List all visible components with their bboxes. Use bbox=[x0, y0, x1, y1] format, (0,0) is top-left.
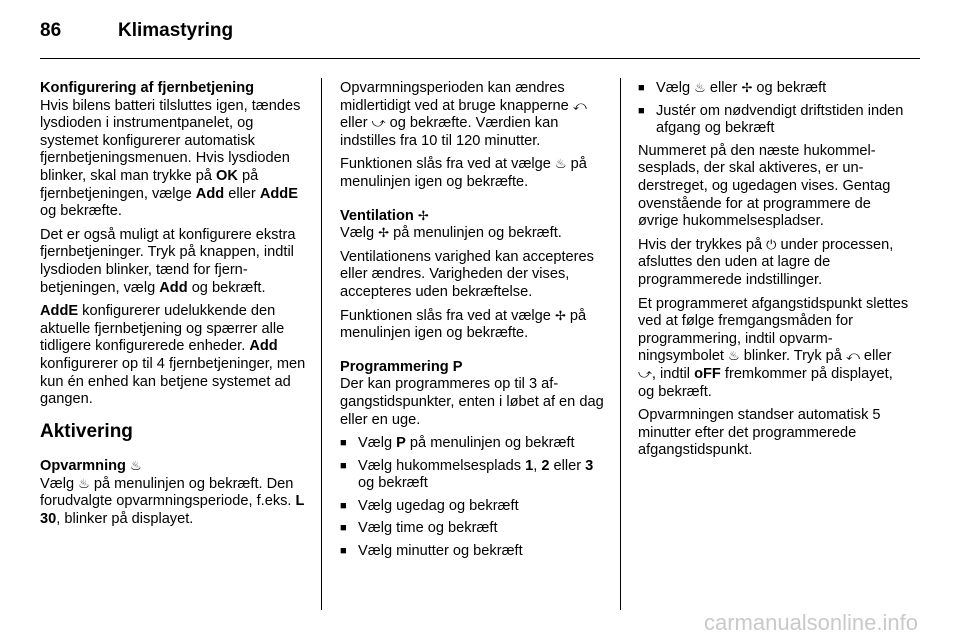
heat-icon: ♨ bbox=[78, 476, 90, 492]
list-item: ■ Vælg ugedag og bekræft bbox=[340, 497, 519, 514]
fan-icon: ✢ bbox=[741, 81, 753, 96]
paragraph: Det er også muligt at konfigurere ekstra fjernbetjeninger. Tryk på knappen, indtil lysdioden blinker, tænd for fjernbetjeningen, vælg Add og bekræft. bbox=[40, 226, 296, 296]
fan-icon: ✢ bbox=[417, 208, 429, 224]
list-item: ■ Vælg ♨ eller ✢ og bekræft bbox=[638, 80, 827, 96]
bullet-list bbox=[638, 80, 910, 138]
heat-icon: ♨ bbox=[728, 349, 740, 365]
column-1 bbox=[40, 80, 308, 535]
sub-heading: Programmering P bbox=[340, 358, 463, 375]
paragraph: Et programmeret afgangstidspunkt slettes ved at følge fremgangsmåden for programmering, indtil opvarmningsymbolet ♨ blinker. Tryk på ⤺ eller ⤻, indtil oFF fremkommer på displayet, og bekræft. bbox=[638, 295, 909, 400]
paragraph: Vælg ✢ på menulinjen og bekræft. bbox=[340, 225, 562, 242]
fan-icon: ✢ bbox=[378, 226, 390, 242]
column-divider bbox=[321, 78, 322, 610]
paragraph: Hvis der trykkes på ⏻ under processen, afsluttes den uden at lagre de programmerede indstillinger. bbox=[638, 236, 894, 288]
section-heading: Konfigurering af fjernbetjening bbox=[40, 80, 255, 96]
arrow-right-icon: ⤻ bbox=[638, 366, 652, 382]
paragraph: Nummeret på den næste hukommelsesplads, der skal aktiveres, er understreget, og ugedagen vises. Gentag ovenstående for at programmere de øvrige hukommelsespladser. bbox=[638, 142, 891, 230]
paragraph: Opvarmningsperioden kan ændres midlertidigt ved at bruge knapperne ⤺ eller ⤻ og bekræfte. Værdien kan indstilles fra 10 til 120 minutter. bbox=[340, 80, 587, 149]
list-item: ■ Vælg minutter og bekræft bbox=[340, 543, 523, 560]
column-2 bbox=[340, 80, 608, 566]
bullet-list bbox=[340, 435, 608, 561]
heat-icon: ♨ bbox=[130, 459, 142, 475]
fan-icon: ✢ bbox=[554, 308, 566, 324]
paragraph: Opvarmningen standser automatisk 5 minutter efter det programmerede afgangstidspunkt. bbox=[638, 407, 881, 459]
sub-heading: Opvarmning ♨ bbox=[40, 458, 142, 475]
paragraph: Funktionen slås fra ved at vælge ♨ på menulinjen igen og bekræfte. bbox=[340, 156, 587, 190]
paragraph: Ventilationens varighed kan accepteres eller ændres. Varigheden der vises, accepteres uden bekræftelse. bbox=[340, 248, 594, 300]
paragraph: Der kan programmeres op til 3 afgangstidspunkter, enten i løbet af en dag eller en uge. bbox=[340, 376, 604, 428]
paragraph: AddE konfigurerer udelukkende den aktuelle fjernbetjening og spærrer alle tidligere konfigurerede enheder. Add konfigurerer op til 4 fjernbetjeninger, men kun én enhed kan betjene systemet ad gangen. bbox=[40, 303, 306, 408]
paragraph: Funktionen slås fra ved at vælge ✢ på menulinjen igen og bekræfte. bbox=[340, 307, 587, 342]
heat-icon: ♨ bbox=[694, 81, 706, 96]
arrow-left-icon: ⤺ bbox=[572, 98, 587, 114]
watermark: carmanualsonline.info bbox=[703, 610, 918, 635]
column-3 bbox=[638, 80, 910, 466]
list-item: ■ Vælg hukommelsesplads 1, 2 eller 3 og bekræft bbox=[340, 457, 594, 492]
arrow-left-icon: ⤺ bbox=[845, 349, 860, 365]
page-number: 86 bbox=[40, 20, 62, 41]
heat-icon: ♨ bbox=[554, 157, 567, 173]
paragraph: Hvis bilens batteri tilsluttes igen, tændes lysdioden i instrumentpanelet, og systemet konfigurerer automatisk fjernbetjeningsmenuen. Hvis lysdioden blinker, skal man trykke på OK på fjernbetjeningen, vælge Add eller AddE og bekræfte. bbox=[40, 97, 301, 220]
header-rule bbox=[40, 58, 920, 59]
section-title: Aktivering bbox=[40, 420, 133, 442]
list-item: ■ Justér om nødvendigt driftstiden inden afgang og bekræft bbox=[638, 102, 904, 137]
sub-heading: Ventilation ✢ bbox=[340, 207, 429, 224]
list-item: ■ Vælg time og bekræft bbox=[340, 520, 498, 537]
paragraph: Vælg ♨ på menulinjen og bekræft. Den forudvalgte opvarmningsperiode, f.eks. L 30, blinker på displayet. bbox=[40, 475, 305, 528]
list-item: ■ Vælg P på menulinjen og bekræft bbox=[340, 435, 575, 452]
column-divider bbox=[620, 78, 621, 610]
page-title: Klimastyring bbox=[118, 20, 234, 41]
power-icon: ⏻ bbox=[766, 237, 777, 253]
arrow-right-icon: ⤻ bbox=[371, 116, 386, 132]
